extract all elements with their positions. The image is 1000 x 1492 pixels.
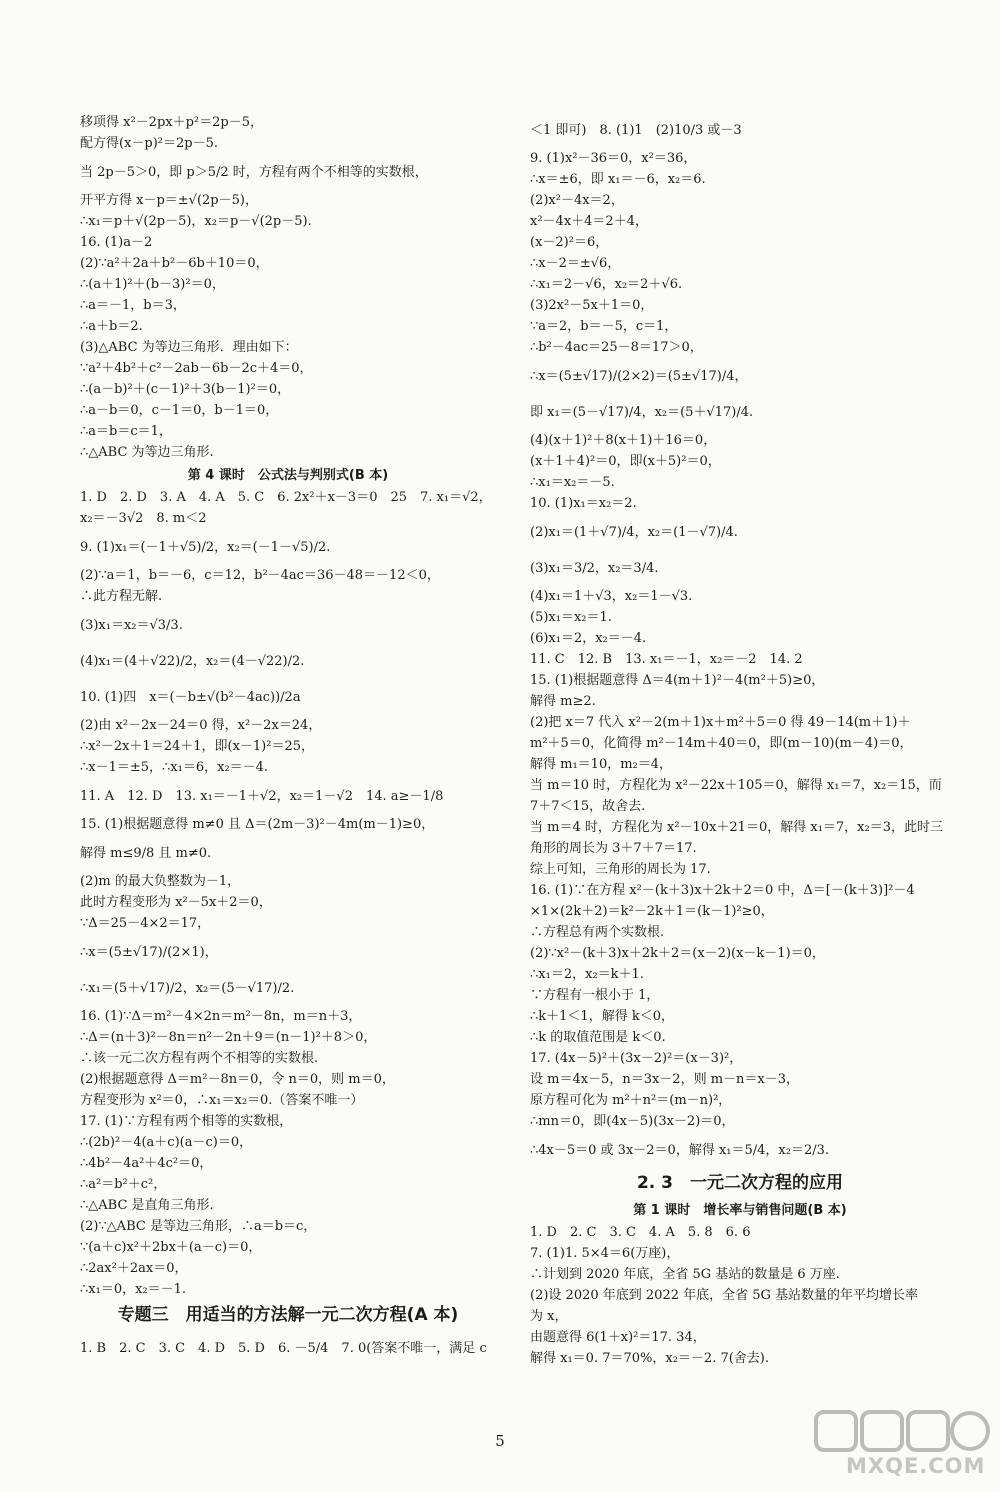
answer-line: m²＋5＝0，化简得 m²－14m＋40＝0，即(m－10)(m－4)＝0，	[530, 736, 913, 751]
answer-line: ∵方程有一根小于 1，	[530, 988, 660, 1003]
answer-line: 15. (1)根据题意得 Δ＝4(m＋1)²－4(m²＋5)≥0，	[530, 673, 825, 688]
answer-line: ∴mn＝0，即(4x－5)(3x－2)＝0，	[530, 1114, 735, 1129]
answer-line: ∴x₁＝2，x₂＝k＋1.	[530, 967, 644, 982]
answer-line: 10. (1)四 x＝(－b±√(b²－4ac))/2a	[80, 689, 301, 705]
answer-line: 16. (1)∵在方程 x²－(k＋3)x＋2k＋2＝0 中，Δ＝[－(k＋3)]²－4	[530, 883, 915, 898]
answer-line: 1. B 2. C 3. C 4. D 5. D 6. －5/4 7. 0(答案不唯一，满足 c	[80, 1340, 487, 1356]
answer-line: (2)∵a²＋2a＋b²－6b＋10＝0，	[80, 256, 269, 271]
answer-line: ∴4b²－4a²＋4c²＝0，	[80, 1156, 213, 1171]
answer-line: ∴a＝－1，b＝3，	[80, 298, 186, 313]
answer-line: (2)∵x²－(k＋3)x＋2k＋2＝(x－2)(x－k－1)＝0，	[530, 946, 825, 961]
answer-line: 解得 m≥2.	[530, 694, 596, 709]
answer-line: ∴x²－2x＋1＝24＋1，即(x－1)²＝25，	[80, 739, 315, 754]
answer-line: 1. D 2. C 3. C 4. A 5. 8 6. 6	[530, 1225, 751, 1240]
answer-line: ＜1 即可) 8. (1)1 (2)10/3 或－3	[530, 122, 742, 138]
answer-line: (2)由 x²－2x－24＝0 得，x²－2x＝24，	[80, 718, 322, 733]
answer-line: 9. (1)x²－36＝0，x²＝36，	[530, 151, 697, 166]
right-column	[530, 112, 950, 1369]
answer-line: 解得 m≤9/8 且 m≠0.	[80, 845, 212, 861]
answer-line: ∴a²＝b²＋c²，	[80, 1177, 167, 1192]
answer-line: 17. (1)∵方程有两个相等的实数根，	[80, 1114, 293, 1129]
answer-line: ∴x－1＝±5，∴x₁＝6，x₂＝－4.	[80, 760, 269, 775]
answer-line: (2)设 2020 年底到 2022 年底，全省 5G 基站数量的年平均增长率	[530, 1288, 919, 1303]
answer-line: 16. (1)a－2	[80, 235, 153, 250]
answer-line: ∴△ABC 为等边三角形.	[80, 445, 214, 460]
answer-line: (2)x₁＝(1＋√7)/4，x₂＝(1－√7)/4.	[530, 524, 738, 540]
answer-line: ∵a²＋4b²＋c²－2ab－6b－2c＋4＝0，	[80, 361, 313, 376]
answer-line: x₂＝－3√2 8. m＜2	[80, 511, 207, 526]
answer-stamp-icon	[812, 1410, 992, 1454]
answer-line: 10. (1)x₁＝x₂＝2.	[530, 496, 637, 511]
answer-line: 移项得 x²－2px＋p²＝2p－5，	[80, 115, 263, 130]
page-number: 5	[495, 1432, 505, 1450]
answer-line: (2)m 的最大负整数为－1，	[80, 874, 241, 889]
answer-line: (6)x₁＝2，x₂＝－4.	[530, 631, 647, 646]
answer-line: 1. D 2. D 3. A 4. A 5. C 6. 2x²＋x－3＝0 25 7. x₁＝√2，	[80, 490, 492, 505]
answer-line: ∴x＝(5±√17)/(2×1)，	[80, 944, 218, 960]
answer-line: ∴x₁＝2－√6，x₂＝2＋√6.	[530, 277, 683, 292]
answer-line: ∴x₁＝x₂＝－5.	[530, 475, 615, 490]
answer-line: 17. (4x－5)²＋(3x－2)²＝(x－3)²，	[530, 1051, 743, 1066]
answer-line: ∴该一元二次方程有两个不相等的实数根.	[80, 1051, 319, 1066]
left-column	[80, 112, 496, 1366]
answer-line: ∴x－2＝±√6，	[530, 256, 621, 271]
answer-line: ∴(a－b)²＋(c－1)²＋3(b－1)²＝0，	[80, 382, 291, 397]
answer-line: ∴计划到 2020 年底，全省 5G 基站的数量是 6 万座.	[530, 1267, 840, 1282]
answer-line: 11. C 12. B 13. x₁＝－1，x₂＝－2 14. 2	[530, 652, 803, 667]
answer-line: ∴a－b＝0，c－1＝0，b－1＝0，	[80, 403, 279, 418]
watermark	[812, 1410, 992, 1486]
answer-line: ∴x₁＝0，x₂＝－1.	[80, 1282, 187, 1297]
answer-line: ∵a＝2，b＝－5，c＝1，	[530, 319, 678, 334]
answer-line: 解得 m₁＝10，m₂＝4，	[530, 757, 673, 772]
answer-line: 15. (1)根据题意得 m≠0 且 Δ＝(2m－3)²－4m(m－1)≥0，	[80, 817, 435, 832]
answer-line: 解得 x₁＝0. 7＝70%，x₂＝－2. 7(舍去).	[530, 1351, 770, 1366]
answer-line: (2)把 x＝7 代入 x²－2(m＋1)x＋m²＋5＝0 得 49－14(m＋1)＋	[530, 715, 911, 730]
answer-line: ∴(a＋1)²＋(b－3)²＝0，	[80, 277, 225, 292]
answer-line: (3)2x²－5x＋1＝0，	[530, 298, 654, 313]
answer-line: ∴4x－5＝0 或 3x－2＝0，解得 x₁＝5/4，x₂＝2/3.	[530, 1142, 830, 1158]
answer-line: ∴a＋b＝2.	[80, 319, 143, 334]
answer-line: 此时方程变形为 x²－5x＋2＝0，	[80, 895, 272, 910]
answer-line: ∵(a＋c)x²＋2bx＋(a－c)＝0，	[80, 1240, 262, 1255]
answer-line: ∴a＝b＝c＝1，	[80, 424, 172, 439]
answer-line: ∴(2b)²－4(a＋c)(a－c)＝0，	[80, 1135, 253, 1150]
answer-line: (4)(x＋1)²＋8(x＋1)＋16＝0，	[530, 433, 717, 448]
answer-line: 7. (1)1. 5×4＝6(万座)，	[530, 1246, 680, 1261]
answer-line: ∴此方程无解.	[80, 589, 163, 604]
section-heading: 2. 3 一元二次方程的应用	[636, 1172, 844, 1193]
answer-line: (3)x₁＝x₂＝√3/3.	[80, 617, 183, 633]
answer-line: (2)根据题意得 Δ＝m²－8n＝0，令 n＝0，则 m＝0，	[80, 1072, 395, 1087]
answer-line: (5)x₁＝x₂＝1.	[530, 610, 612, 625]
answer-line: ∴k＋1＜1，解得 k＜0，	[530, 1009, 674, 1024]
answer-line: 开平方得 x－p＝±√(2p－5)，	[80, 193, 258, 208]
answer-line: 11. A 12. D 13. x₁＝－1＋√2，x₂＝1－√2 14. a≥－1/8	[80, 788, 444, 804]
answer-line: 当 m＝10 时，方程化为 x²－22x＋105＝0，解得 x₁＝7，x₂＝15，而	[530, 778, 942, 793]
answer-line: 设 m＝4x－5，n＝3x－2，则 m－n＝x－3，	[530, 1072, 800, 1087]
answer-line: 16. (1)∵Δ＝m²－4×2n＝m²－8n，m＝n＋3，	[80, 1009, 362, 1024]
section-heading: 第 1 课时 增长率与销售问题(B 本)	[633, 1202, 847, 1218]
answer-line: 当 2p－5＞0，即 p＞5/2 时，方程有两个不相等的实数根，	[80, 164, 428, 180]
answer-line: ∴方程总有两个实数根.	[530, 925, 665, 940]
answer-line: ∴2ax²＋2ax＝0，	[80, 1261, 188, 1276]
answer-line: (2)x²－4x＝2，	[530, 193, 624, 208]
answer-line: ∴b²－4ac＝25－8＝17＞0，	[530, 340, 703, 355]
section-heading: 专题三 用适当的方法解一元二次方程(A 本)	[117, 1304, 459, 1325]
answer-line: 7＋7＜15，故舍去.	[530, 799, 646, 814]
answer-line: (x＋1＋4)²＝0，即(x＋5)²＝0，	[530, 454, 721, 469]
answer-line: 为 x，	[530, 1309, 568, 1324]
watermark-text: MXQE.COM	[846, 1454, 986, 1478]
answer-line: (4)x₁＝(4＋√22)/2，x₂＝(4－√22)/2.	[80, 653, 305, 669]
answer-line: 方程变形为 x²＝0，∴x₁＝x₂＝0.（答案不唯一）	[80, 1093, 364, 1108]
answer-line: 角形的周长为 3＋7＋7＝17.	[530, 841, 697, 856]
answer-line: (2)∵a＝1，b＝－6，c＝12，b²－4ac＝36－48＝－12＜0，	[80, 568, 440, 583]
answer-line: ∴△ABC 是直角三角形.	[80, 1198, 214, 1213]
answer-line: 由题意得 6(1＋x)²＝17. 34，	[530, 1330, 706, 1345]
answer-line: (3)x₁＝3/2，x₂＝3/4.	[530, 560, 659, 576]
answer-line: ∴x＝±6，即 x₁＝－6，x₂＝6.	[530, 172, 706, 187]
answer-line: 9. (1)x₁＝(－1＋√5)/2，x₂＝(－1－√5)/2.	[80, 539, 331, 555]
answer-line: ∴k 的取值范围是 k＜0.	[530, 1030, 666, 1045]
answer-line: 综上可知，三角形的周长为 17.	[530, 862, 711, 877]
answer-line: x²－4x＋4＝2＋4，	[530, 214, 648, 229]
answer-line: ∵Δ＝25－4×2＝17，	[80, 916, 211, 931]
answer-line: ∴x₁＝(5＋√17)/2，x₂＝(5－√17)/2.	[80, 980, 295, 996]
answer-line: (2)∵△ABC 是等边三角形，∴a＝b＝c，	[80, 1219, 317, 1234]
answer-line: 当 m＝4 时，方程化为 x²－10x＋21＝0，解得 x₁＝7，x₂＝3，此时三	[530, 820, 943, 835]
answer-line: ∴x＝(5±√17)/(2×2)＝(5±√17)/4，	[530, 368, 748, 384]
answer-line: (4)x₁＝1＋√3，x₂＝1－√3.	[530, 589, 693, 604]
answer-line: ×1×(2k＋2)＝k²－2k＋1＝(k－1)²≥0，	[530, 904, 774, 919]
answer-line: 即 x₁＝(5－√17)/4，x₂＝(5＋√17)/4.	[530, 404, 754, 420]
section-heading: 第 4 课时 公式法与判别式(B 本)	[187, 467, 389, 483]
answer-line: ∴x₁＝p＋√(2p－5)，x₂＝p－√(2p－5).	[80, 214, 312, 229]
answer-line: 配方得(x－p)²＝2p－5.	[80, 136, 219, 151]
answer-line: 原方程可化为 m²＋n²＝(m－n)²，	[530, 1093, 732, 1108]
answer-line: (3)△ABC 为等边三角形．理由如下：	[80, 340, 298, 355]
answer-line: (x－2)²＝6，	[530, 235, 609, 250]
answer-line: ∴Δ＝(n＋3)²－8n＝n²－2n＋9＝(n－1)²＋8＞0，	[80, 1030, 377, 1045]
